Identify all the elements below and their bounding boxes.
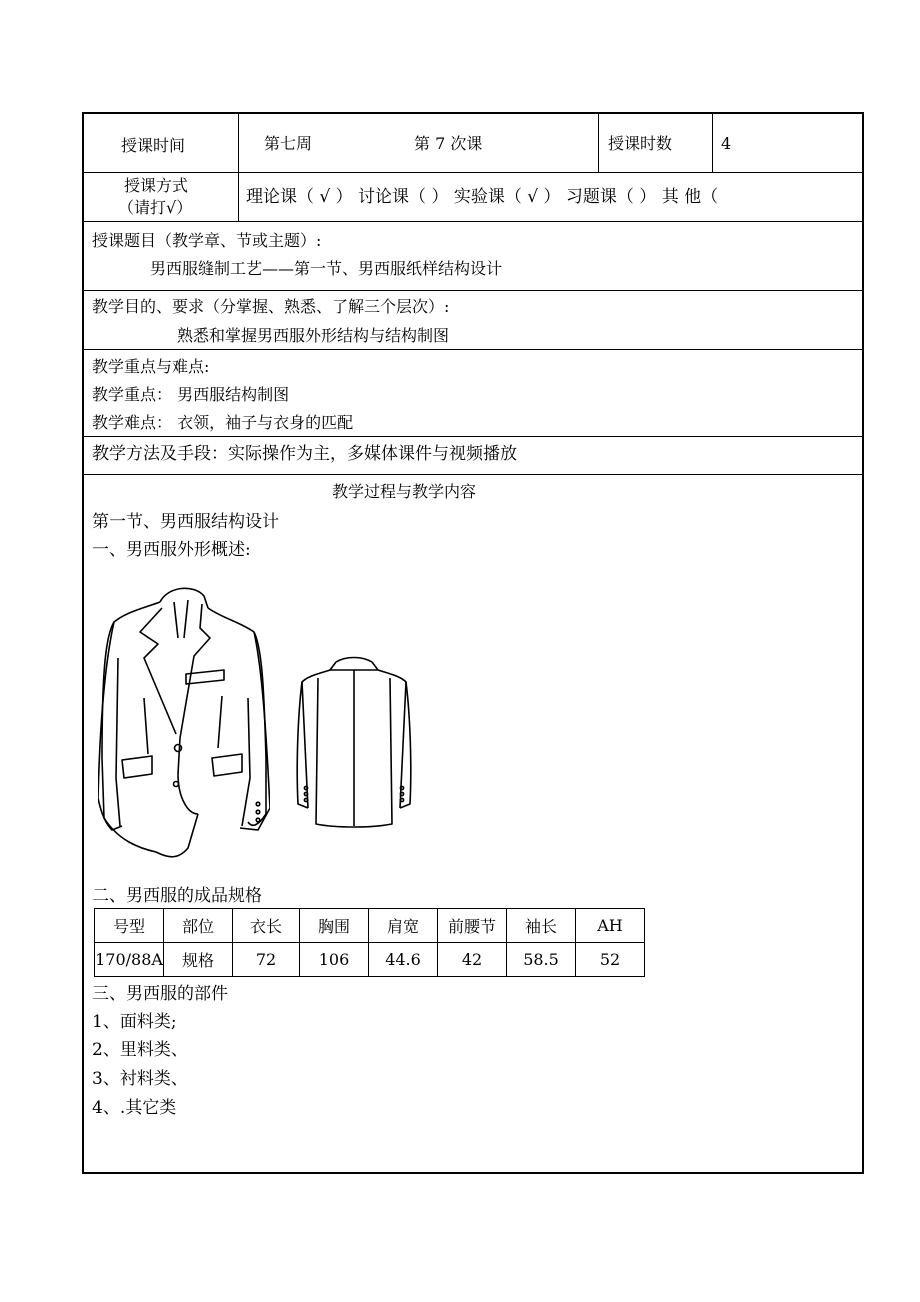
parts-item: 3、衬料类、 (92, 1069, 188, 1089)
row-divider (84, 349, 862, 350)
spec-header-cell: 前腰节 (438, 909, 507, 943)
row-divider (84, 436, 862, 437)
time-label: 授课时间 (121, 136, 186, 155)
focus-text: 教学重点： 男西服结构制图 (92, 385, 290, 404)
spec-table (94, 908, 645, 977)
spec-header-cell: 肩宽 (369, 909, 438, 943)
spec-value-cell: 72 (233, 943, 300, 977)
method-options: 理论课（ √ ） 讨论课（ ） 实验课（ √ ） 习题课（ ） 其 他（ (246, 187, 719, 207)
goal-value: 熟悉和掌握男西服外形结构与结构制图 (177, 326, 450, 345)
difficulty-text: 教学难点： 衣领，袖子与衣身的匹配 (92, 413, 354, 432)
col-divider (598, 114, 599, 172)
spec-header-cell: AH (576, 909, 645, 943)
overview-heading: 一、男西服外形概述: (92, 540, 251, 560)
spec-header-cell: 衣长 (233, 909, 300, 943)
spec-header-row (95, 909, 645, 943)
jacket-back-illustration (296, 654, 412, 830)
spec-value-cell: 170/88A (95, 943, 164, 977)
spec-header-cell: 号型 (95, 909, 164, 943)
content-title: 教学过程与教学内容 (332, 482, 477, 501)
lesson-plan-form (82, 112, 864, 1174)
section-heading: 第一节、男西服结构设计 (92, 512, 279, 532)
spec-value-cell: 44.6 (369, 943, 438, 977)
col-divider (238, 114, 239, 221)
hours-label: 授课时数 (608, 134, 673, 153)
topic-label: 授课题目（教学章、节或主题）: (92, 231, 322, 250)
spec-heading: 二、男西服的成品规格 (92, 886, 262, 906)
spec-value-cell: 规格 (164, 943, 233, 977)
row-divider (84, 172, 862, 173)
col-divider (712, 114, 713, 172)
method-label-line1: 授课方式 (124, 176, 189, 195)
method-label-line2: （请打√） (118, 198, 193, 217)
spec-value-row (95, 943, 645, 977)
row-divider (84, 221, 862, 222)
spec-value-cell: 58.5 (507, 943, 576, 977)
parts-item: 4、.其它类 (92, 1098, 177, 1118)
row-divider (84, 474, 862, 475)
week-value: 第七周 (264, 134, 313, 153)
row-divider (84, 290, 862, 291)
spec-header-cell: 袖长 (507, 909, 576, 943)
parts-item: 2、里料类、 (92, 1040, 188, 1060)
spec-value-cell: 52 (576, 943, 645, 977)
spec-value-cell: 106 (300, 943, 369, 977)
parts-item: 1、面料类; (92, 1012, 177, 1032)
keypoints-label: 教学重点与难点: (92, 357, 210, 376)
spec-header-cell: 部位 (164, 909, 233, 943)
parts-heading: 三、男西服的部件 (92, 984, 228, 1004)
hours-value: 4 (721, 134, 732, 153)
topic-value: 男西服缝制工艺——第一节、男西服纸样结构设计 (150, 259, 503, 278)
session-value: 第 7 次课 (414, 134, 483, 153)
spec-header-cell: 胸围 (300, 909, 369, 943)
spec-value-cell: 42 (438, 943, 507, 977)
jacket-front-illustration (98, 578, 270, 868)
goal-label: 教学目的、要求（分掌握、熟悉、了解三个层次）: (92, 297, 450, 316)
means-text: 教学方法及手段：实际操作为主，多媒体课件与视频播放 (92, 444, 517, 464)
